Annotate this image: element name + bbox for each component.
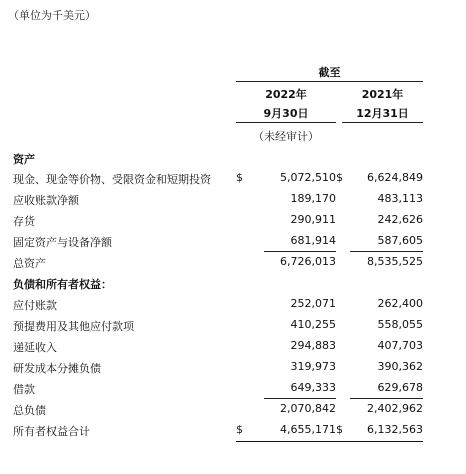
section-liabilities-equity: [0, 273, 466, 293]
table-row: [0, 210, 466, 230]
value-2022: 681,914: [290, 234, 336, 247]
table-row: [0, 336, 466, 356]
header-col2-date: 12月31日: [356, 107, 409, 120]
row-label: 负债和所有者权益：: [13, 278, 112, 291]
value-2021: 6,132,563: [367, 423, 423, 436]
value-2022: 5,072,510: [280, 171, 336, 184]
value-2021: 262,400: [377, 297, 423, 310]
value-2022: 4,655,171: [280, 423, 336, 436]
value-2022: 290,911: [290, 213, 336, 226]
table-row-total-equity: [0, 420, 466, 440]
currency-symbol: $: [336, 423, 343, 436]
row-label: 递延收入: [13, 341, 57, 354]
value-2022: 294,883: [290, 339, 336, 352]
row-label: 固定资产与设备净额: [13, 236, 112, 249]
header-col1-year: 2022年: [265, 88, 307, 101]
value-2021: 2,402,962: [367, 402, 423, 415]
header-col1-rule: [236, 122, 336, 123]
final-rule-2022: [236, 441, 336, 442]
value-2022: 410,255: [290, 318, 336, 331]
value-2022: 319,973: [290, 360, 336, 373]
row-label: 现金、现金等价物、受限资金和短期投资: [13, 173, 211, 186]
row-label: 预提费用及其他应付款项: [13, 320, 134, 333]
value-2022: 2,070,842: [280, 402, 336, 415]
value-2022: 189,170: [290, 192, 336, 205]
header-col2-rule: [342, 122, 423, 123]
row-label: 总负债: [13, 404, 46, 417]
table-row-total-liabilities: [0, 399, 466, 419]
currency-symbol: $: [236, 423, 243, 436]
table-row: [0, 231, 466, 251]
value-2022: 6,726,013: [280, 255, 336, 268]
row-label: 存货: [13, 215, 35, 228]
value-2021: 629,678: [377, 381, 423, 394]
table-row: [0, 357, 466, 377]
value-2022: 649,333: [290, 381, 336, 394]
header-col1-date: 9月30日: [263, 107, 309, 120]
table-row: [0, 168, 466, 188]
value-2021: 587,605: [377, 234, 423, 247]
value-2021: 6,624,849: [367, 171, 423, 184]
table-row: [0, 378, 466, 398]
value-2022: 252,071: [290, 297, 336, 310]
row-label: 应收账款净额: [13, 194, 79, 207]
currency-symbol: $: [336, 171, 343, 184]
value-2021: 390,362: [377, 360, 423, 373]
section-assets: [0, 148, 466, 168]
value-2021: 558,055: [377, 318, 423, 331]
value-2021: 483,113: [377, 192, 423, 205]
table-row: [0, 315, 466, 335]
header-rule-top: [236, 81, 423, 82]
row-label: 资产: [13, 153, 35, 166]
final-rule-2021: [336, 441, 423, 442]
row-label: 研发成本分摊负债: [13, 362, 101, 375]
value-2021: 8,535,525: [367, 255, 423, 268]
table-row-total-assets: [0, 252, 466, 272]
header-col2-year: 2021年: [361, 88, 404, 101]
table-row: [0, 189, 466, 209]
table-row: [0, 294, 466, 314]
value-2021: 407,703: [377, 339, 423, 352]
row-label: 总资产: [13, 257, 46, 270]
header-as-of: 截至: [318, 66, 341, 79]
row-label: 应付账款: [13, 299, 57, 312]
header-col1-note: （未经审计）: [253, 130, 319, 143]
currency-symbol: $: [236, 171, 243, 184]
row-label: 借款: [13, 383, 35, 396]
value-2021: 242,626: [377, 213, 423, 226]
unit-note: （单位为千美元）: [8, 9, 96, 22]
row-label: 所有者权益合计: [13, 425, 90, 438]
